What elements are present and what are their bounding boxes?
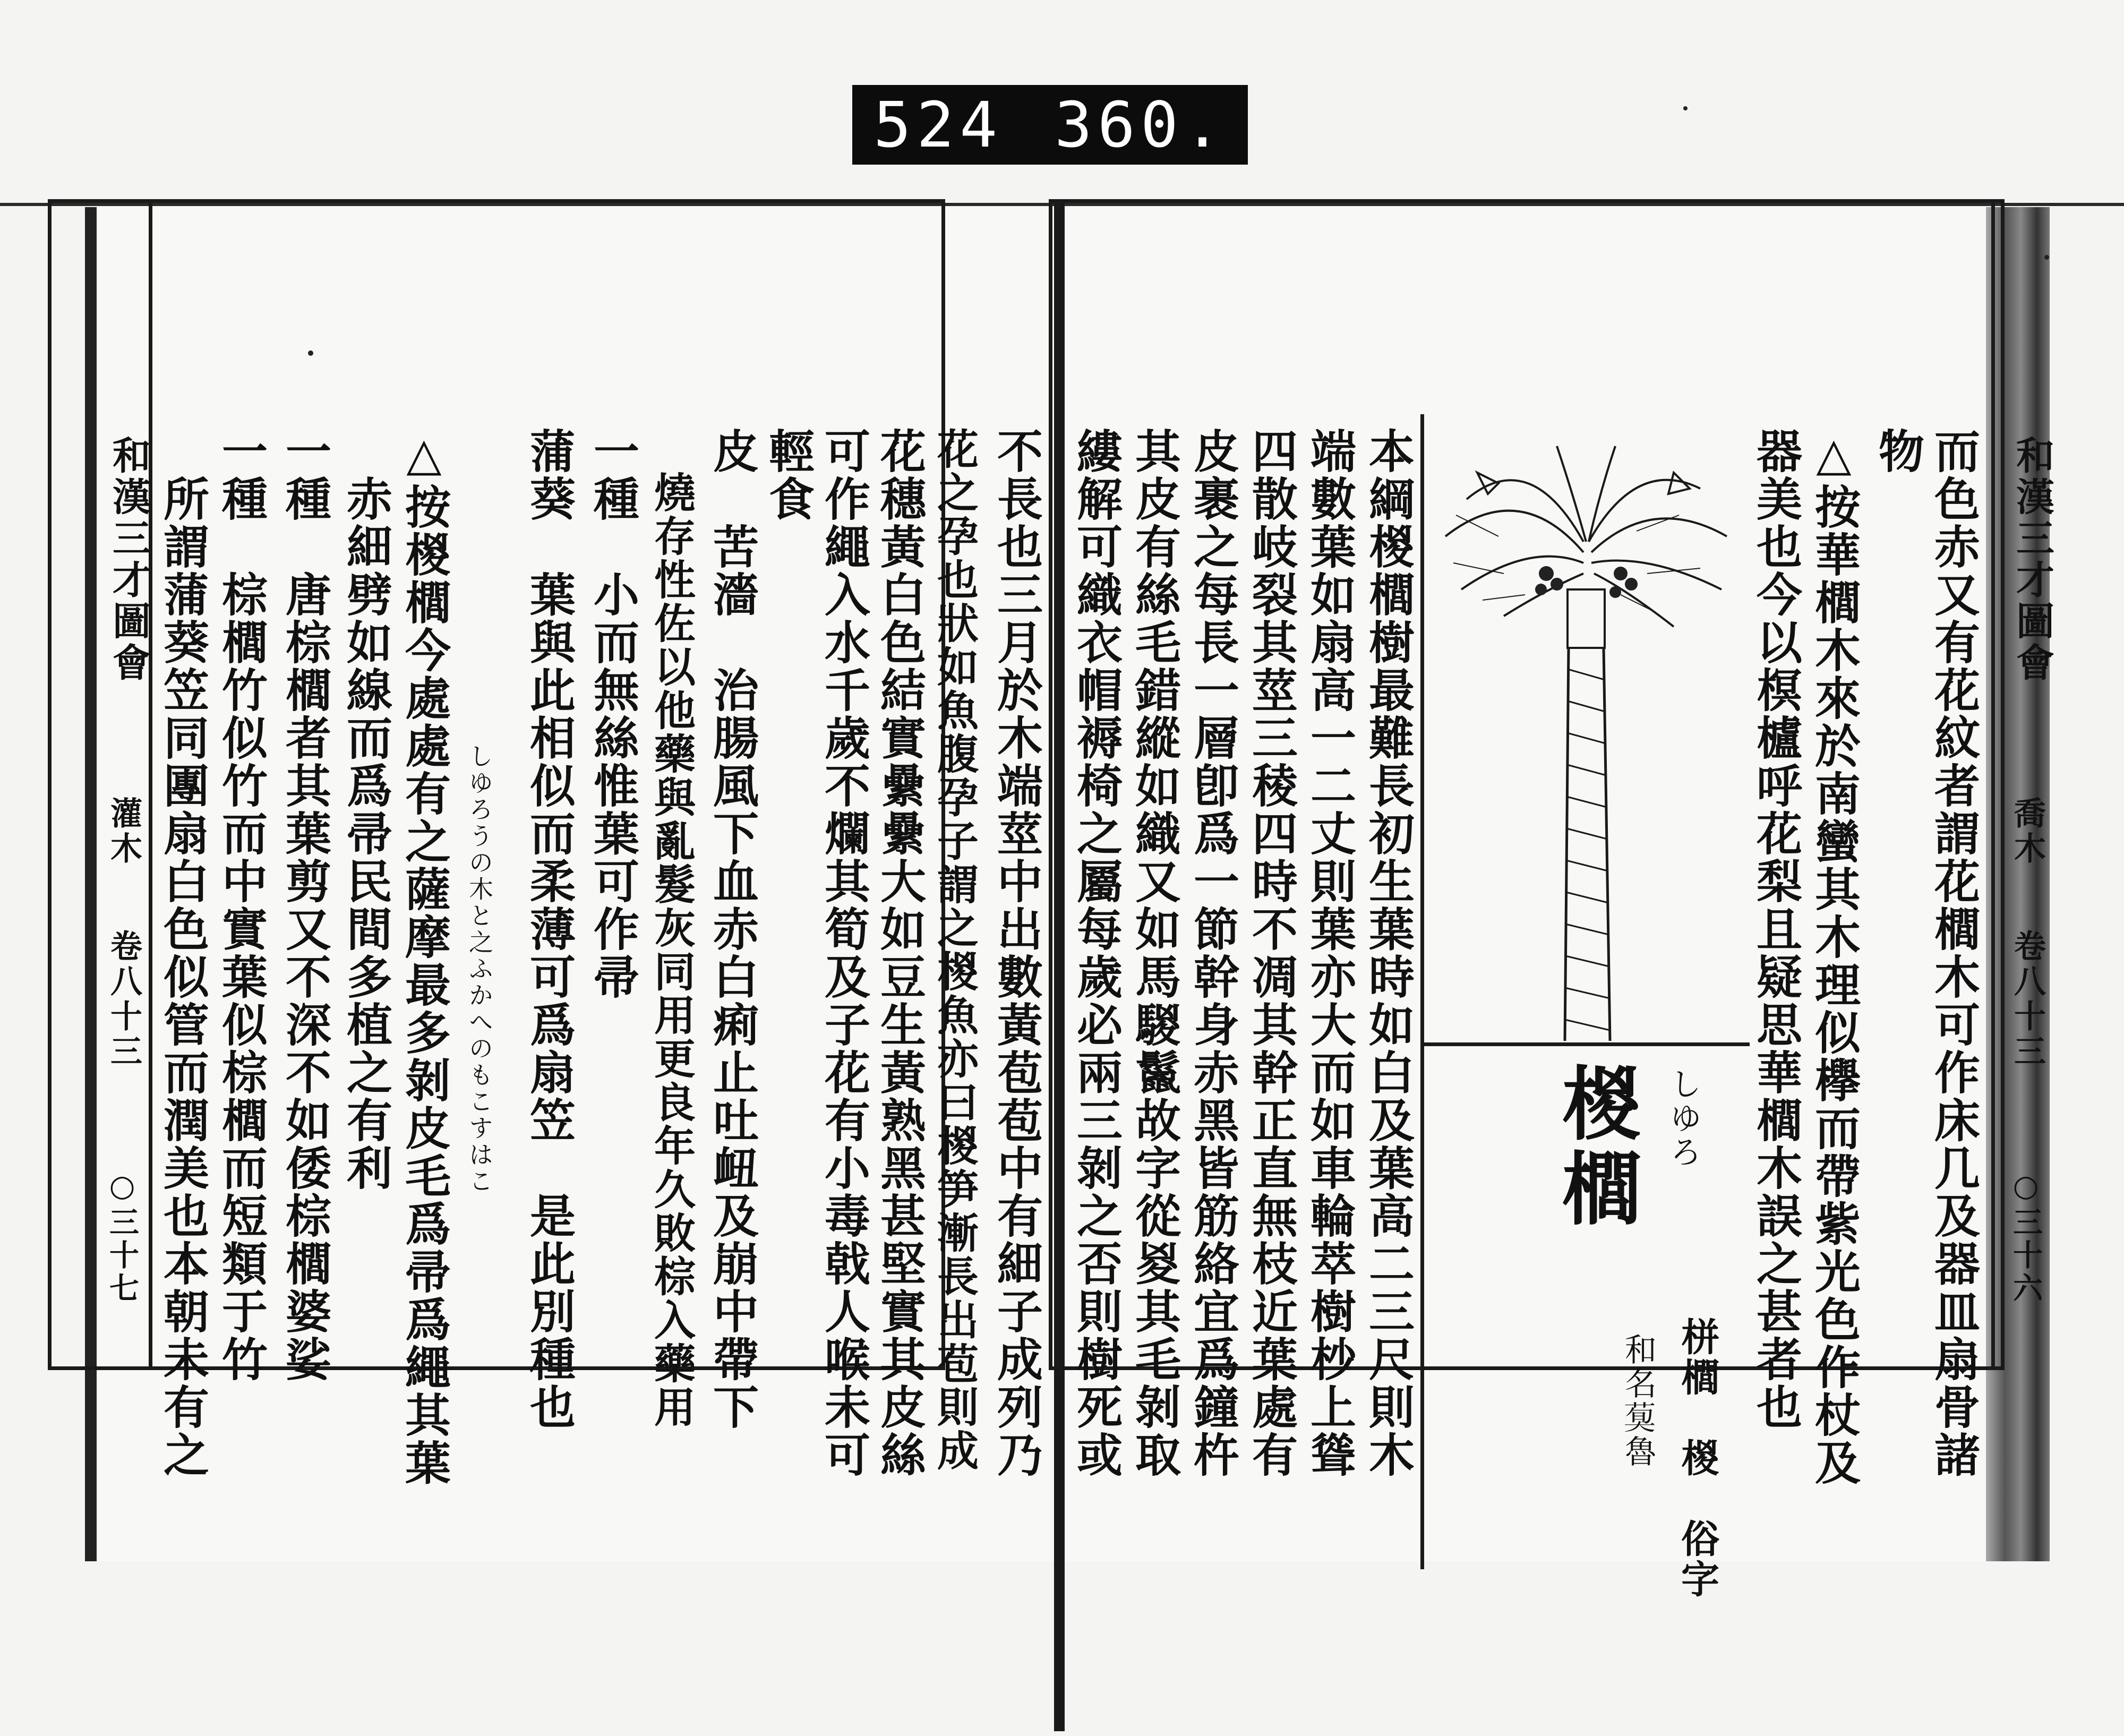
left-col-3: 花穗黃白色結實纍纍大如豆生黃熟黑甚堅實其皮絲 xyxy=(872,427,926,1479)
right-col-2: 物 xyxy=(1871,427,1924,475)
right-margin-volume: 卷八十三 xyxy=(2009,929,2046,1070)
left-col-4: 可作繩入水千歲不爛其筍及子花有小毒戟人喉未可 xyxy=(817,427,870,1479)
left-margin-page: ○三十七 xyxy=(105,1168,140,1305)
archive-label xyxy=(852,85,1248,165)
left-col-2: 花之孕也狀如魚腹孕子謂之椶魚亦曰椶笋漸長出苞則成 xyxy=(930,427,979,1473)
right-col-3: △按華櫚木來於南蠻其木理似欅而帶紫光色作杖及 xyxy=(1807,427,1861,1487)
left-col-13: 一種 棕櫚竹似竹而中實葉似棕櫚而短類于竹 xyxy=(214,427,268,1383)
illustration-panel xyxy=(1420,414,1750,1046)
right-col-8: 皮裹之每長一層卽爲一節幹身赤黑皆筋絡宜爲鐘杵 xyxy=(1186,427,1239,1479)
scan-speck xyxy=(1683,106,1688,110)
entry-heading: 椶櫚 xyxy=(1548,1062,1641,1232)
label-right-number: 360. xyxy=(1054,88,1227,161)
left-margin-section: 灌木 xyxy=(105,797,142,867)
left-margin-volume: 卷八十三 xyxy=(105,929,142,1070)
wamyo-name: 和名𦳣魯 xyxy=(1620,1333,1657,1469)
left-col-5: 輕食 xyxy=(761,427,815,523)
scan-speck xyxy=(2044,255,2049,260)
right-margin-title: 和漢三才圖會 xyxy=(2010,435,2055,684)
right-col-9: 其皮有絲毛錯縱如織又如馬騣鬣故字從㚇其毛剝取 xyxy=(1127,427,1181,1479)
left-col-10: △按椶櫚今處處有之薩摩最多剝皮毛爲帚爲繩其葉 xyxy=(397,427,451,1487)
left-col-7: 燒存性佐以他藥與亂髮灰同用更良年久敗棕入藥用 xyxy=(647,427,696,1429)
left-col-11: 赤細劈如線而爲帚民間多植之有利 xyxy=(339,427,392,1192)
right-col-10: 縷解可織衣帽褥椅之屬每歲必兩三剝之否則樹死或 xyxy=(1069,427,1123,1479)
left-handwritten-note: しゆろうの木と之ふかへのもこすはこ xyxy=(465,743,494,1195)
left-col-9: 蒲葵 葉與此相似而柔薄可爲扇笠 是此別種也 xyxy=(522,427,576,1431)
scan-speck xyxy=(308,350,313,356)
left-margin-rule xyxy=(149,199,152,1370)
left-col-6: 皮 苦濇 治腸風下血赤白痢止吐衄及崩中帶下 xyxy=(705,427,759,1431)
right-col-7: 四散岐裂其莖三稜四時不凋其幹正直無枝近葉處有 xyxy=(1244,427,1298,1479)
palm-tree-illustration xyxy=(1424,414,1748,1041)
right-col-6: 端數葉如扇高一二丈則葉亦大而如車輪萃樹杪上聳 xyxy=(1303,427,1356,1479)
right-margin-rule xyxy=(1991,199,1995,1370)
alt-names: 栟櫚 椶 俗字 xyxy=(1675,1317,1720,1600)
left-col-1: 不長也三月於木端莖中出數黃苞苞中有細子成列乃 xyxy=(989,427,1043,1479)
left-col-14: 所謂蒲葵笠同團扇白色似管而潤美也本朝未有之 xyxy=(156,427,209,1479)
kana-reading: しゆろ xyxy=(1665,1067,1702,1169)
right-margin-section: 喬木 xyxy=(2009,797,2046,867)
right-col-4: 器美也今以榠櫨呼花梨且疑思華櫚木誤之甚者也 xyxy=(1749,427,1802,1431)
left-margin-title: 和漢三才圖會 xyxy=(106,435,151,684)
right-margin-page: ○三十六 xyxy=(2008,1168,2043,1305)
label-left-number: 524 xyxy=(873,88,1003,161)
left-col-8: 一種 小而無絲惟葉可作帚 xyxy=(586,427,639,1001)
right-col-5: 本綱椶櫚樹最難長初生葉時如白及葉高二三尺則木 xyxy=(1361,427,1415,1479)
left-col-12: 一種 唐棕櫚者其葉剪又不深不如倭棕櫚婆娑 xyxy=(278,427,331,1383)
right-col-1: 而色赤又有花紋者謂花櫚木可作床几及器皿扇骨諸 xyxy=(1926,427,1980,1479)
